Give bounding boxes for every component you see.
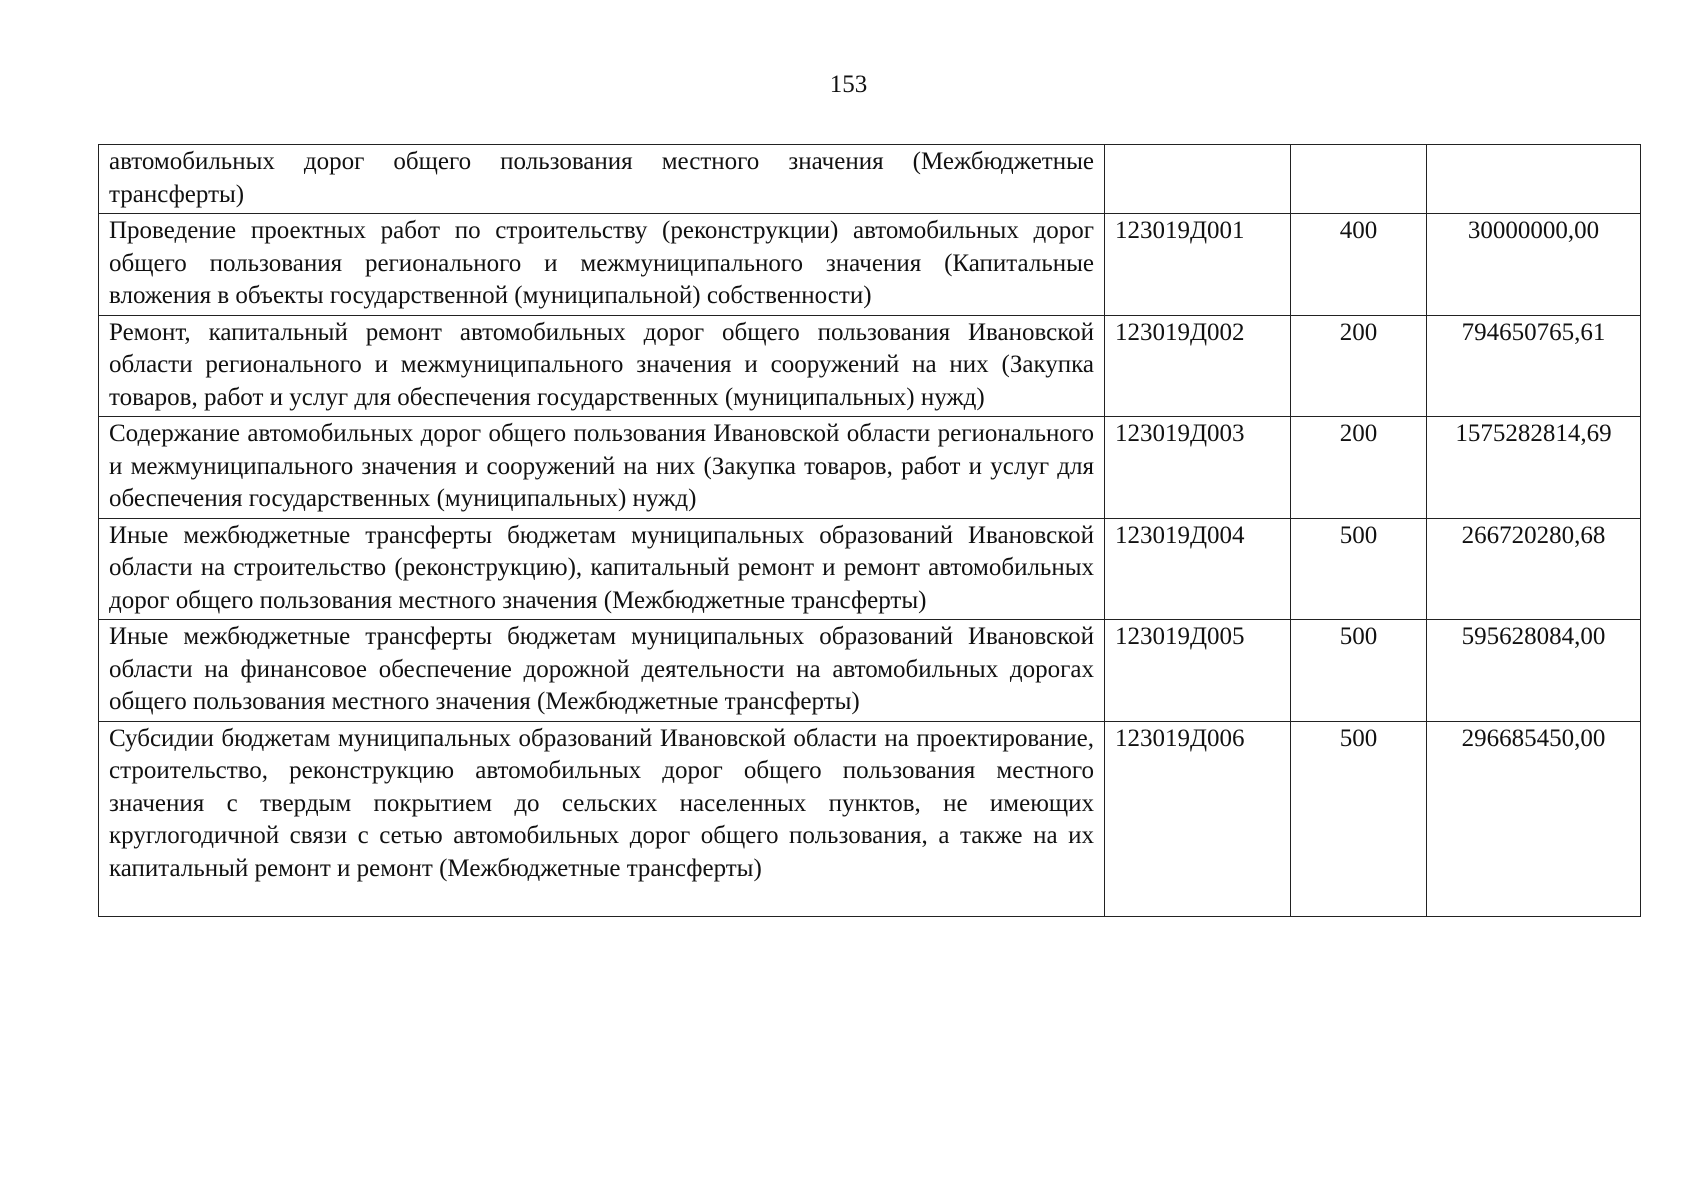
row-target-code: 123019Д003	[1105, 417, 1291, 519]
row-description: Иные межбюджетные трансферты бюджетам муниципальных образований Ивановской области на финансовое обеспечение дорожной деятельности на автомобильных дорогах общего пользования местного значения (Межбюджетные трансферты)	[99, 620, 1105, 722]
row-amount	[1427, 145, 1641, 214]
budget-table	[98, 144, 1641, 917]
row-expense-type: 500	[1291, 721, 1427, 917]
row-expense-type: 200	[1291, 315, 1427, 417]
row-description: автомобильных дорог общего пользования местного значения (Межбюджетные трансферты)	[99, 145, 1105, 214]
row-target-code: 123019Д001	[1105, 214, 1291, 316]
row-expense-type: 200	[1291, 417, 1427, 519]
row-expense-type	[1291, 145, 1427, 214]
row-description: Проведение проектных работ по строительству (реконструкции) автомобильных дорог общего пользования регионального и межмуниципального значения (Капитальные вложения в объекты государственной (муниципальной) собственности)	[99, 214, 1105, 316]
table-row	[99, 620, 1641, 722]
row-target-code: 123019Д005	[1105, 620, 1291, 722]
table-row	[99, 145, 1641, 214]
row-target-code: 123019Д004	[1105, 518, 1291, 620]
row-amount: 595628084,00	[1427, 620, 1641, 722]
row-expense-type: 400	[1291, 214, 1427, 316]
table-row	[99, 214, 1641, 316]
row-target-code	[1105, 145, 1291, 214]
row-amount: 266720280,68	[1427, 518, 1641, 620]
table-row	[99, 315, 1641, 417]
row-expense-type: 500	[1291, 518, 1427, 620]
table-row	[99, 417, 1641, 519]
row-target-code: 123019Д002	[1105, 315, 1291, 417]
table-body	[99, 145, 1641, 917]
row-amount: 30000000,00	[1427, 214, 1641, 316]
row-expense-type: 500	[1291, 620, 1427, 722]
table-row	[99, 518, 1641, 620]
table-row	[99, 721, 1641, 917]
row-description: Содержание автомобильных дорог общего пользования Ивановской области регионального и межмуниципального значения и сооружений на них (Закупка товаров, работ и услуг для обеспечения государственных (муниципальных) нужд)	[99, 417, 1105, 519]
row-target-code: 123019Д006	[1105, 721, 1291, 917]
row-amount: 794650765,61	[1427, 315, 1641, 417]
row-description: Иные межбюджетные трансферты бюджетам муниципальных образований Ивановской области на строительство (реконструкцию), капитальный ремонт и ремонт автомобильных дорог общего пользования местного значения (Межбюджетные трансферты)	[99, 518, 1105, 620]
row-description: Ремонт, капитальный ремонт автомобильных дорог общего пользования Ивановской области регионального и межмуниципального значения и сооружений на них (Закупка товаров, работ и услуг для обеспечения государственных (муниципальных) нужд)	[99, 315, 1105, 417]
row-amount: 1575282814,69	[1427, 417, 1641, 519]
row-amount: 296685450,00	[1427, 721, 1641, 917]
row-description: Субсидии бюджетам муниципальных образований Ивановской области на проектирование, строительство, реконструкцию автомобильных дорог общего пользования местного значения с твердым покрытием до сельских населенных пунктов, не имеющих круглогодичной связи с сетью автомобильных дорог общего пользования, а также на их капитальный ремонт и ремонт (Межбюджетные трансферты)	[99, 721, 1105, 917]
page-number: 153	[829, 71, 868, 98]
